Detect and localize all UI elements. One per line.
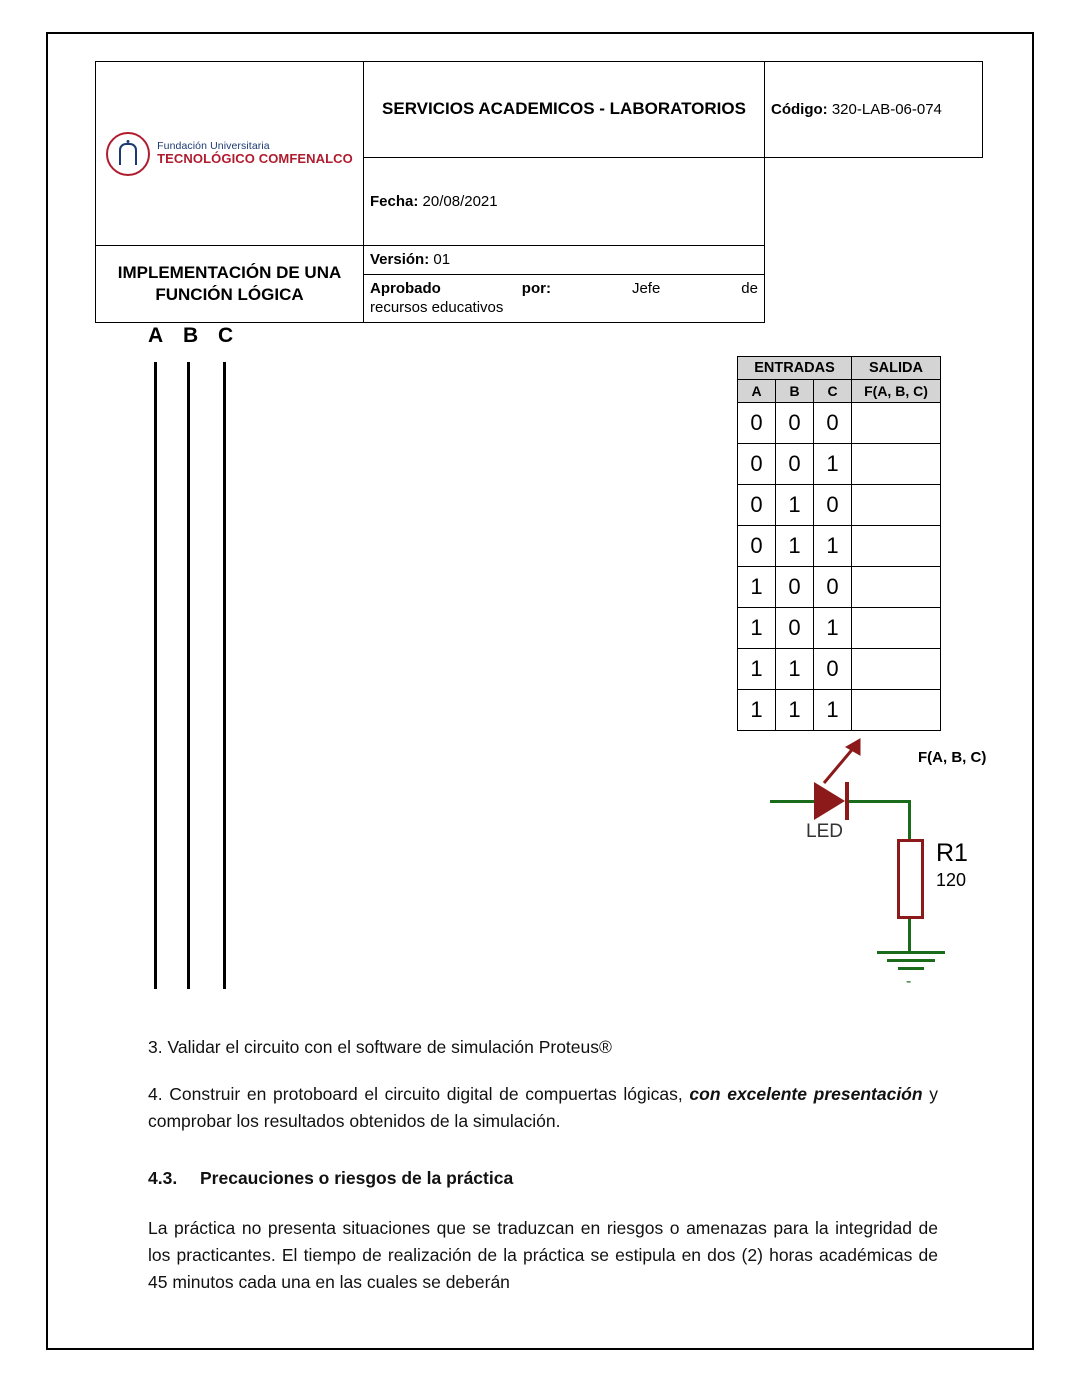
led-cathode-bar-icon — [845, 782, 849, 820]
truth-col-b: B — [776, 380, 814, 403]
cell-a: 1 — [738, 608, 776, 649]
cell-b: 1 — [776, 649, 814, 690]
aprobado-label: Aprobado por: — [370, 279, 551, 297]
table-row — [738, 526, 941, 567]
cell-a: 1 — [738, 649, 776, 690]
cell-a: 0 — [738, 403, 776, 444]
section-heading — [148, 1165, 938, 1192]
led-output-schematic — [728, 729, 1028, 1004]
codigo-value: 320-LAB-06-074 — [831, 100, 942, 118]
step-4-emphasis: con excelente presentación — [689, 1084, 923, 1105]
document-body — [148, 1034, 938, 1318]
truth-table — [737, 356, 941, 731]
cell-output[interactable] — [852, 608, 941, 649]
bus-line-c — [223, 362, 226, 989]
wire-node-to-resistor — [908, 800, 911, 842]
cell-c: 0 — [814, 649, 852, 690]
bus-line-a — [154, 362, 157, 989]
resistor-value: 120 — [936, 870, 967, 890]
resistor-name: R1 — [936, 839, 968, 867]
version-label: Versión: — [370, 251, 430, 268]
cell-a: 0 — [738, 444, 776, 485]
section-number: 4.3. — [148, 1168, 178, 1189]
wire-led-input — [770, 800, 816, 803]
ground-bar-2-icon — [887, 959, 935, 962]
institution-logo-cell — [96, 62, 364, 246]
cell-output[interactable] — [852, 567, 941, 608]
cell-b: 0 — [776, 608, 814, 649]
output-node-label: F(A, B, C) — [918, 749, 987, 766]
ground-bar-1-icon — [877, 951, 945, 954]
table-row — [738, 485, 941, 526]
codigo-cell — [765, 62, 983, 158]
cell-a: 1 — [738, 690, 776, 731]
truth-header-salida: SALIDA — [852, 357, 941, 380]
codigo-label: Código: — [771, 100, 828, 118]
table-row — [738, 403, 941, 444]
document-page — [46, 32, 1034, 1350]
cell-a: 0 — [738, 485, 776, 526]
step-4-paragraph — [148, 1081, 938, 1135]
ground-label: - — [906, 973, 912, 990]
fecha-cell — [364, 158, 765, 246]
header-title-top: SERVICIOS ACADEMICOS - LABORATORIOS — [364, 62, 765, 158]
bus-label-b: B — [183, 324, 199, 347]
cell-a: 1 — [738, 567, 776, 608]
cell-b: 1 — [776, 690, 814, 731]
logo-text — [157, 140, 353, 167]
version-value: 01 — [433, 251, 451, 268]
cell-output[interactable] — [852, 485, 941, 526]
cell-b: 1 — [776, 526, 814, 567]
ground-bar-3-icon — [898, 967, 924, 970]
truth-col-f: F(A, B, C) — [852, 380, 941, 403]
version-cell — [364, 246, 765, 275]
cell-output[interactable] — [852, 444, 941, 485]
logo-line1: Fundación Universitaria — [157, 140, 270, 152]
cell-b: 0 — [776, 567, 814, 608]
cell-c: 0 — [814, 567, 852, 608]
truth-col-c: C — [814, 380, 852, 403]
truth-table-column-header — [738, 380, 941, 403]
table-row — [738, 690, 941, 731]
step-4-text-1: 4. Construir en protoboard el circuito digital de compuertas lógicas, — [148, 1084, 690, 1105]
cell-c: 1 — [814, 444, 852, 485]
table-row — [738, 444, 941, 485]
circuit-diagram-area — [48, 284, 1036, 1004]
fecha-value: 20/08/2021 — [422, 192, 498, 210]
step-3-paragraph: 3. Validar el circuito con el software de simulación Proteus® — [148, 1037, 612, 1057]
aprobado-value-1: Jefe de — [631, 279, 758, 297]
cell-b: 1 — [776, 485, 814, 526]
cell-output[interactable] — [852, 690, 941, 731]
section-title: Precauciones o riesgos de la práctica — [200, 1168, 514, 1189]
fecha-label: Fecha: — [370, 192, 419, 210]
logo — [102, 132, 357, 176]
table-row — [738, 608, 941, 649]
logo-line2: TECNOLÓGICO COMFENALCO — [157, 151, 353, 167]
table-row — [738, 567, 941, 608]
cell-output[interactable] — [852, 403, 941, 444]
university-emblem-icon — [106, 132, 150, 176]
cell-b: 0 — [776, 403, 814, 444]
led-label: LED — [806, 821, 843, 842]
bus-labels — [148, 324, 253, 348]
cell-c: 0 — [814, 403, 852, 444]
truth-col-a: A — [738, 380, 776, 403]
wire-resistor-to-ground — [908, 917, 911, 953]
bus-label-c: C — [218, 324, 234, 347]
bus-label-a: A — [148, 324, 164, 347]
cell-c: 1 — [814, 690, 852, 731]
resistor-symbol-icon — [897, 839, 924, 919]
step-4-text-2: y comprobar los resultados obtenidos de la simulación. — [148, 1084, 938, 1132]
cell-b: 0 — [776, 444, 814, 485]
led-emission-arrow-icon — [816, 735, 876, 787]
header-title-bottom: IMPLEMENTACIÓN DE UNA FUNCIÓN LÓGICA — [96, 246, 364, 323]
aprobado-value-2: recursos educativos — [370, 299, 504, 316]
section-paragraph: La práctica no presenta situaciones que se traduzcan en riesgos o amenazas para la integridad de los practicantes. El tiempo de realización de la práctica se estipula en dos (2) horas académicas de 45 minutos cada una en las cuales se deberán — [148, 1217, 938, 1292]
bus-line-b — [187, 362, 190, 989]
cell-a: 0 — [738, 526, 776, 567]
wire-led-to-node — [847, 800, 910, 803]
cell-c: 0 — [814, 485, 852, 526]
cell-output[interactable] — [852, 526, 941, 567]
cell-c: 1 — [814, 608, 852, 649]
truth-header-entradas: ENTRADAS — [738, 357, 852, 380]
cell-c: 1 — [814, 526, 852, 567]
cell-output[interactable] — [852, 649, 941, 690]
led-triangle-icon — [814, 782, 845, 820]
table-row — [738, 649, 941, 690]
truth-table-group-header — [738, 357, 941, 380]
